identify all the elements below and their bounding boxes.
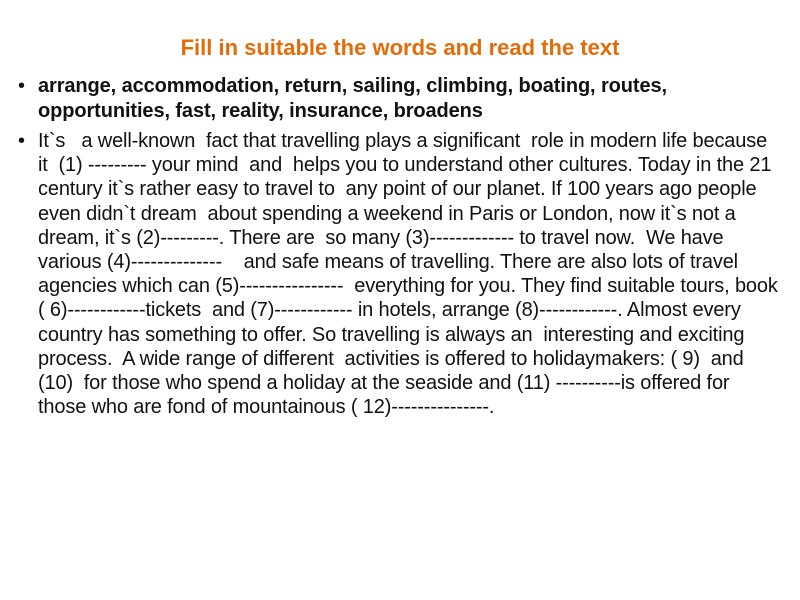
slide-title: Fill in suitable the words and read the text xyxy=(180,35,620,60)
word-bank-text: arrange, accommodation, return, sailing, climbing, boating, routes, opportunities, fast, reality, insurance, broadens xyxy=(38,75,667,122)
bullet-dot-icon: • xyxy=(18,75,26,97)
bullet-dot-icon: • xyxy=(18,130,26,152)
word-bank-item xyxy=(18,74,778,124)
passage-text: It`s a well-known fact that travelling plays a significant role in modern life because it (1) --------- your mind and helps you to understand other cultures. Today in the 21 century it`s rather easy to travel to any point of our planet. If 100 years ago people even didn`t dream about spending a weekend in Paris or London, now it`s not a dream, it`s (2)---------. There are so many (3)------------- to travel now. We have various (4)-------------- and safe means of travelling. There are also lots of travel agencies which can (5)---------------- everything for you. They find suitable tours, book ( 6)------------tickets and (7)------------ in hotels, arrange (8)------------. Almost every country has something to offer. So travelling is always an interesting and exciting process. A wide range of different activities is offered to holidaymakers: ( 9) and (10) for those who spend a holiday at the seaside and (11) ----------is offered for those who are fond of mountainous ( 12)---------------. xyxy=(38,130,784,419)
passage-item xyxy=(18,129,784,419)
bullet-list xyxy=(18,74,784,424)
